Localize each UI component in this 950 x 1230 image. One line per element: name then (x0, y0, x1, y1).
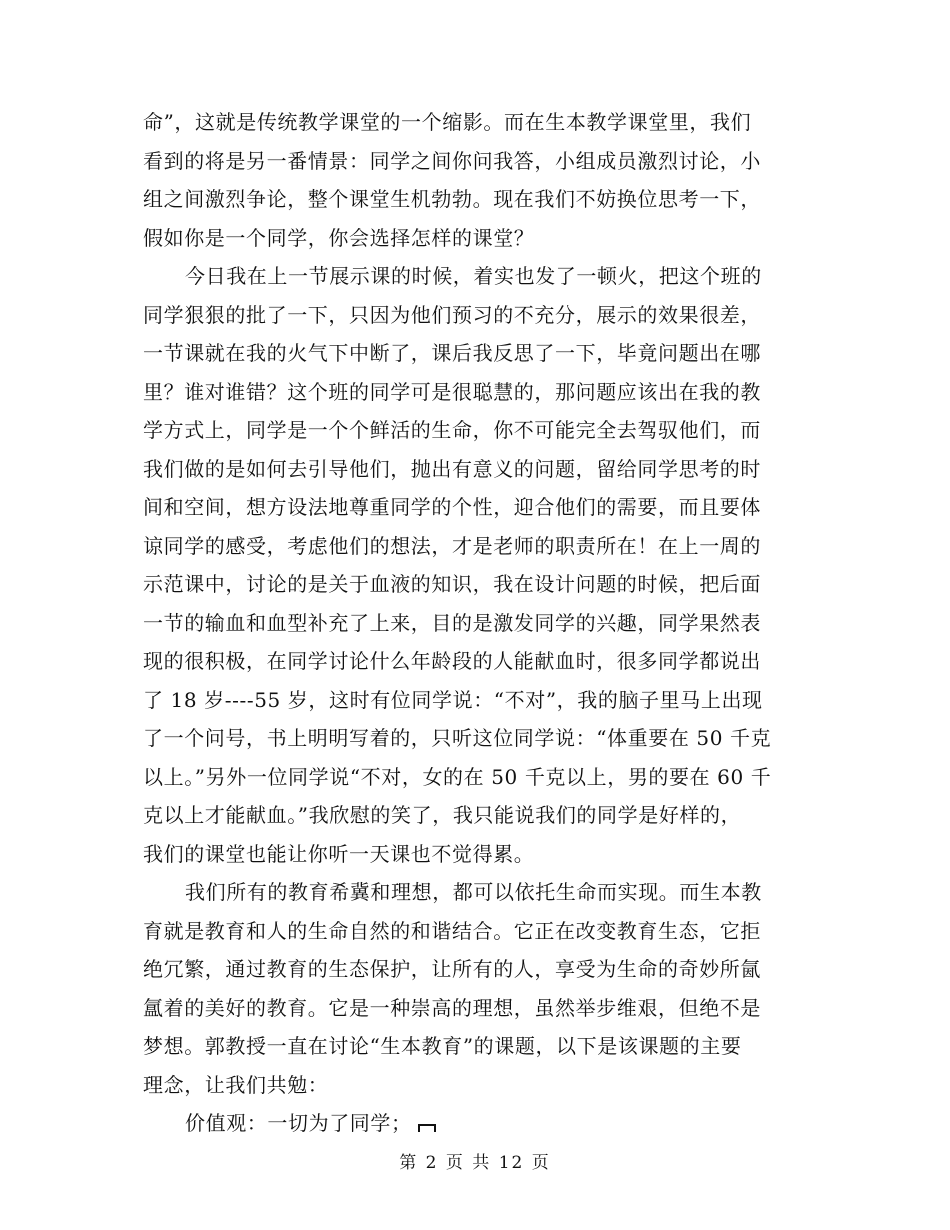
text-line: 一节课就在我的火气下中断了，课后我反思了一下，毕竟问题出在哪 (143, 341, 761, 365)
text-line: 同学狠狠的批了一下，只因为他们预习的不充分，展示的效果很差， (143, 302, 761, 327)
text-line: 绝冗繁，通过教育的生态保护，让所有的人，享受为生命的奇妙所氤 (143, 957, 761, 981)
text-line: 一节的输血和血型补充了上来，目的是激发同学的兴趣，同学果然表 (143, 610, 761, 635)
text-line: 了一个问号，书上明明写着的，只听这位同学说：“体重要在 50 千克 (143, 726, 772, 750)
paragraph-first-line: 今日我在上一节展示课的时候，着实也发了一顿火，把这个班的 (185, 264, 762, 288)
text-line: 梦想。郭教授一直在讨论“生本教育”的课题，以下是该课题的主要 (143, 1034, 742, 1058)
document-body (143, 103, 813, 1143)
text-line: 了 18 岁----55 岁，这时有位同学说：“不对”，我的脑子里马上出现 (143, 687, 763, 712)
text-line: 以上。”另外一位同学说“不对，女的在 50 千克以上，男的要在 60 千 (143, 764, 772, 789)
text-line: 命”，这就是传统教学课堂的一个缩影。而在生本教学课堂里，我们 (143, 110, 752, 134)
text-line: 育就是教育和人的生命自然的和谐结合。它正在改变教育生态，它拒 (143, 918, 761, 943)
paragraph-first-line: 我们所有的教育希冀和理想，都可以依托生命而实现。而生本教 (185, 880, 762, 904)
value-statement: 价值观：一切为了同学； (185, 1111, 412, 1135)
text-line: 组之间激烈争论，整个课堂生机勃勃。现在我们不妨换位思考一下， (143, 187, 761, 211)
text-line: 学方式上，同学是一个个鲜活的生命，你不可能完全去驾驭他们，而 (143, 418, 761, 442)
bracket-mark (418, 1124, 436, 1132)
text-line: 现的很积极，在同学讨论什么年龄段的人能献血时，很多同学都说出 (143, 649, 761, 673)
page-footer (0, 1148, 950, 1173)
text-line: 谅同学的感受，考虑他们的想法，才是老师的职责所在！在上一周的 (143, 533, 761, 558)
text-line: 间和空间，想方设法地尊重同学的个性，迎合他们的需要，而且要体 (143, 495, 761, 519)
paragraph-first-line (143, 1104, 813, 1143)
text-line: 理念，让我们共勉： (143, 1072, 329, 1097)
page-number: 第 2 页 共 12 页 (399, 1153, 551, 1173)
text-line: 我们做的是如何去引导他们，抛出有意义的问题，留给同学思考的时 (143, 456, 761, 481)
text-line: 克以上才能献血。”我欣慰的笑了，我只能说我们的同学是好样的， (143, 803, 742, 827)
text-line: 示范课中，讨论的是关于血液的知识，我在设计问题的时候，把后面 (143, 572, 761, 596)
text-line: 看到的将是另一番情景：同学之间你问我答，小组成员激烈讨论，小 (143, 148, 761, 173)
text-line: 氲着的美好的教育。它是一种崇高的理想，虽然举步维艰，但绝不是 (143, 995, 761, 1020)
text-line: 我们的课堂也能让你听一天课也不觉得累。 (143, 841, 535, 866)
text-line: 里？谁对谁错？这个班的同学可是很聪慧的，那问题应该出在我的教 (143, 379, 761, 404)
text-line: 假如你是一个同学，你会选择怎样的课堂？ (143, 225, 535, 250)
